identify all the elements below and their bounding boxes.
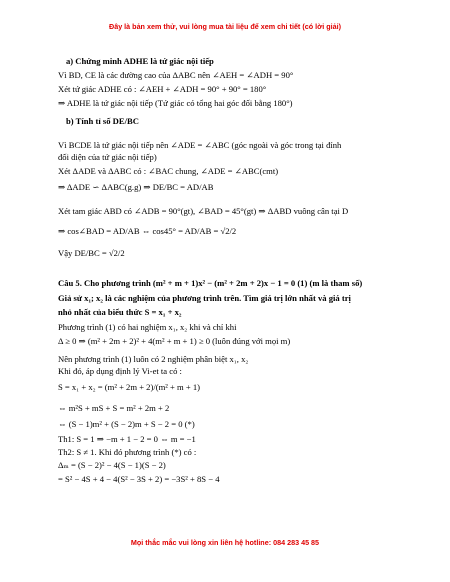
text-line: Xét ΔADE và ΔABC có : ∠BAC chung, ∠ADE = ∠ABC(cmt) bbox=[58, 166, 279, 176]
text-line: ⇒ cos∠BAD = AD/AB ⇔ cos45° = AD/AB = √2/2 bbox=[58, 226, 237, 236]
text-line: Phương trình (1) có hai nghiệm x₁, x₂ khi và chỉ khi bbox=[58, 322, 237, 332]
text-line: Vì BCDE là tứ giác nội tiếp nên ∠ADE = ∠ABC (góc ngoài và góc trong tại đỉnh bbox=[58, 140, 342, 150]
text-line: Khi đó, áp dụng định lý Vi-et ta có : bbox=[58, 366, 182, 376]
text-line: ⇒ ADHE là tứ giác nội tiếp (Tứ giác có tổng hai góc đối bằng 180°) bbox=[58, 98, 293, 108]
text-line: Th2: S ≠ 1. Khi đó phương trình (*) có : bbox=[58, 447, 197, 457]
text-line: Δₘ = (S − 2)² − 4(S − 1)(S − 2) bbox=[58, 460, 166, 470]
text-line: Xét tam giác ABD có ∠ADB = 90°(gt), ∠BAD = 45°(gt) ⇒ ΔABD vuông cân tại D bbox=[58, 206, 349, 216]
text-line: ⇔ (S − 1)m² + (S − 2)m + S − 2 = 0 (*) bbox=[58, 419, 195, 429]
text-line: nhỏ nhất của biểu thức S = x₁ + x₂ bbox=[58, 307, 182, 317]
text-line: ⇔ m²S + mS + S = m² + 2m + 2 bbox=[58, 403, 170, 413]
preview-notice-banner: Đây là bản xem thử, vui lòng mua tài liệu để xem chi tiết (có lời giải) bbox=[109, 22, 341, 31]
text-line: Câu 5. Cho phương trình (m² + m + 1)x² − (m² + 2m + 2)x − 1 = 0 (1) (m là tham số) bbox=[58, 278, 363, 288]
text-line: ⇒ ΔADE ∽ ΔABC(g.g) ⇒ DE/BC = AD/AB bbox=[58, 182, 214, 192]
hotline-contact-banner: Mọi thắc mắc vui lòng xin liên hệ hotline: 084 283 45 85 bbox=[130, 538, 320, 547]
text-line: đối diện của tứ giác nội tiếp) bbox=[58, 152, 157, 162]
text-line: Vậy DE/BC = √2/2 bbox=[58, 248, 125, 258]
text-line: Vì BD, CE là các đường cao của ΔABC nên ∠AEH = ∠ADH = 90° bbox=[58, 70, 294, 80]
text-line: Th1: S = 1 ⇒ −m + 1 − 2 = 0 ⇔ m = −1 bbox=[58, 434, 196, 444]
text-line: = S² − 4S + 4 − 4(S² − 3S + 2) = −3S² + 8S − 4 bbox=[58, 474, 220, 484]
text-line: Δ ≥ 0 ⇒ (m² + 2m + 2)² + 4(m² + m + 1) ≥ 0 (luôn đúng với mọi m) bbox=[58, 336, 291, 346]
text-line: a) Chứng minh ADHE là tứ giác nội tiếp bbox=[66, 56, 214, 66]
text-line: Giả sử x₁; x₂ là các nghiệm của phương trình trên. Tìm giá trị lớn nhất và giá trị bbox=[58, 293, 351, 303]
text-line: Nên phương trình (1) luôn có 2 nghiệm phân biệt x₁, x₂ bbox=[58, 354, 249, 364]
text-line: Xét tứ giác ADHE có : ∠AEH + ∠ADH = 90° + 90° = 180° bbox=[58, 84, 267, 94]
text-line: b) Tính tỉ số DE/BC bbox=[66, 116, 139, 126]
text-line: S = x₁ + x₂ = (m² + 2m + 2)/(m² + m + 1) bbox=[58, 382, 200, 392]
